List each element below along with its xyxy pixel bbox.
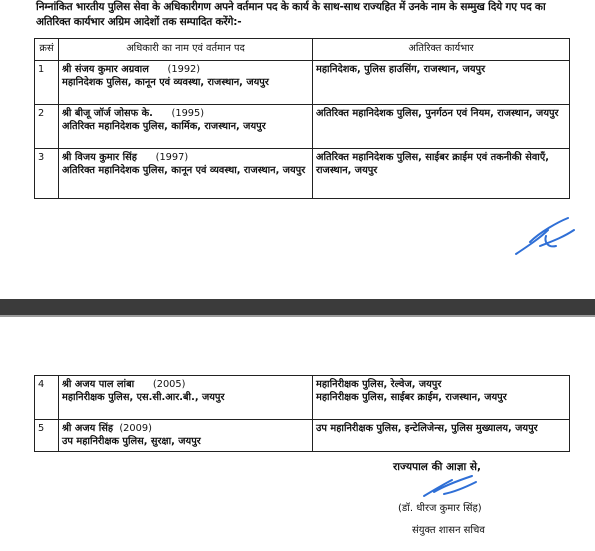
additional-charge-line: महानिरीक्षक पुलिस, साईबर क्राईम, राजस्थान, जयपुर — [316, 392, 507, 403]
current-post: महानिरीक्षक पुलिस, एस.सी.आर.बी., जयपुर — [62, 392, 225, 403]
authority-line: राज्यपाल की आज्ञा से, — [393, 461, 481, 473]
table-row — [35, 105, 570, 149]
officer-name: श्री संजय कुमार अग्रवाल — [62, 64, 149, 75]
officer-name: श्री अजय सिंह — [62, 423, 114, 434]
table-row — [35, 61, 570, 105]
row-sno: 3 — [35, 149, 59, 199]
additional-charge: उप महानिरीक्षक पुलिस, इन्टेलिजेन्स, पुलिस मुख्यालय, जयपुर — [313, 420, 570, 452]
page-break-shadow — [0, 315, 595, 317]
batch-year: (2009) — [119, 423, 152, 434]
header-officer: अधिकारी का नाम एवं वर्तमान पद — [59, 39, 313, 61]
table-row — [35, 420, 570, 452]
officer-name: श्री अजय पाल लांबा — [62, 379, 135, 390]
row-officer — [59, 105, 313, 149]
batch-year: (2005) — [152, 379, 186, 390]
additional-charge — [313, 376, 570, 420]
current-post: महानिदेशक पुलिस, कानून एवं व्यवस्था, राजस्थान, जयपुर — [62, 77, 269, 88]
signatory-name: (डॉ. धीरज कुमार सिंह) — [398, 503, 482, 514]
header-sno: क्रसं — [35, 39, 59, 61]
table-row — [35, 149, 570, 199]
signature-mark — [510, 212, 580, 262]
officer-name: श्री बीजू जॉर्ज जोसफ के. — [62, 108, 153, 119]
header-additional-charge: अतिरिक्त कार्यभार — [313, 39, 570, 61]
row-sno: 5 — [35, 420, 59, 452]
batch-year: (1992) — [167, 64, 201, 75]
row-sno: 2 — [35, 105, 59, 149]
table-row — [35, 376, 570, 420]
officers-table-continued — [34, 375, 570, 452]
row-officer — [59, 376, 313, 420]
row-officer — [59, 61, 313, 105]
signature-mark-footer — [420, 472, 480, 502]
row-officer — [59, 149, 313, 199]
additional-charge-line: महानिरीक्षक पुलिस, रेल्वेज, जयपुर — [316, 379, 442, 390]
additional-charge: अतिरिक्त महानिदेशक पुलिस, पुनर्गठन एवं नियम, राजस्थान, जयपुर — [313, 105, 570, 149]
additional-charge: महानिदेशक, पुलिस हाउसिंग, राजस्थान, जयपुर — [313, 61, 570, 105]
current-post: उप महानिरीक्षक पुलिस, सुरक्षा, जयपुर — [62, 436, 201, 447]
officer-name: श्री विजय कुमार सिंह — [62, 152, 137, 163]
batch-year: (1995) — [171, 108, 205, 119]
row-sno: 4 — [35, 376, 59, 420]
row-sno: 1 — [35, 61, 59, 105]
table-header-row — [35, 39, 570, 61]
current-post: अतिरिक्त महानिदेशक पुलिस, कानून एवं व्यवस्था, राजस्थान, जयपुर — [62, 165, 306, 176]
current-post: अतिरिक्त महानिदेशक पुलिस, कार्मिक, राजस्थान, जयपुर — [62, 121, 266, 132]
page-break-band — [0, 299, 595, 315]
officers-table — [34, 38, 570, 199]
batch-year: (1997) — [155, 152, 189, 163]
row-officer — [59, 420, 313, 452]
signatory-designation: संयुक्त शासन सचिव — [412, 525, 485, 536]
additional-charge: अतिरिक्त महानिदेशक पुलिस, साईबर क्राईम एवं तकनीकी सेवाएँ, राजस्थान, जयपुर — [313, 149, 570, 199]
intro-paragraph: निम्नांकित भारतीय पुलिस सेवा के अधिकारीगण अपने वर्तमान पद के कार्य के साथ-साथ राज्यहित में उनके नाम के सम्मुख दिये गए पद का अतिरिक्त कार्यभार अग्रिम आदेशों तक सम्पादित करेंगे:- — [36, 1, 546, 28]
